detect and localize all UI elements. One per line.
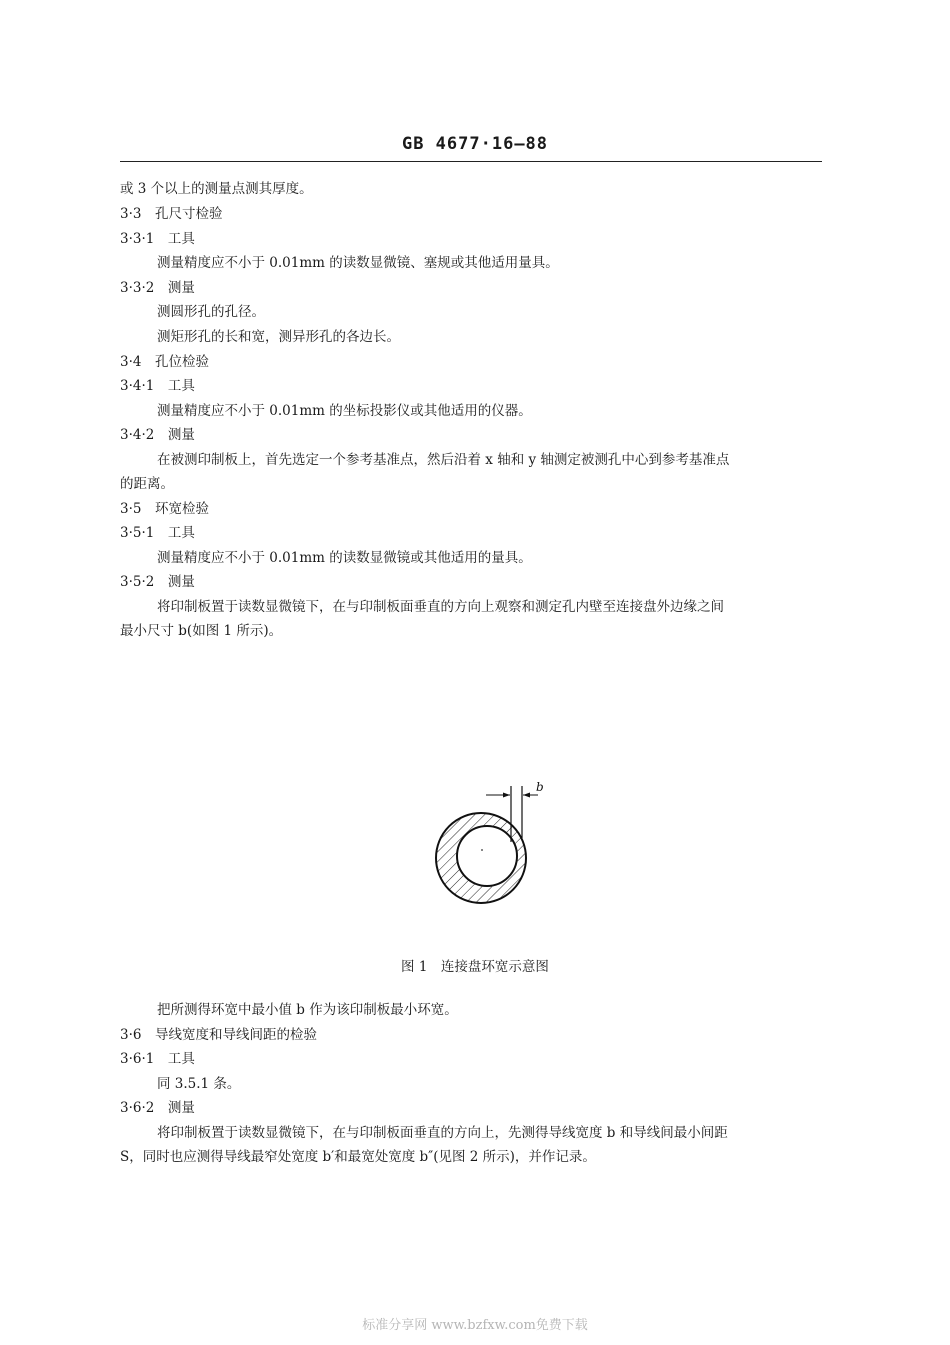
text-line: 测圆形孔的孔径。 <box>157 304 265 320</box>
section-heading: 3·6 导线宽度和导线间距的检验 <box>120 1027 317 1043</box>
text-line: 同 3.5.1 条。 <box>157 1076 241 1092</box>
text-line: 测量精度应不小于 0.01mm 的坐标投影仪或其他适用的仪器。 <box>157 403 532 419</box>
text-line: 将印制板置于读数显微镜下，在与印制板面垂直的方向上，先测得导线宽度 b 和导线间最小间距 <box>157 1125 728 1141</box>
figure-caption: 图 1 连接盘环宽示意图 <box>401 959 549 975</box>
standard-code-header: GB 4677·16—88 <box>401 134 549 154</box>
annular-ring-figure <box>420 780 560 924</box>
text-line: 把所测得环宽中最小值 b 作为该印制板最小环宽。 <box>157 1002 458 1018</box>
text-line: S，同时也应测得导线最窄处宽度 b′和最宽处宽度 b″(见图 2 所示)，并作记录。 <box>120 1149 596 1165</box>
section-heading: 3·4·1 工具 <box>120 378 195 394</box>
annular-ring-diagram <box>420 780 560 920</box>
section-heading: 3·4 孔位检验 <box>120 354 209 370</box>
text-line: 在被测印制板上，首先选定一个参考基准点，然后沿着 x 轴和 y 轴测定被测孔中心到参考基准点 <box>157 452 730 468</box>
text-line: 最小尺寸 b(如图 1 所示)。 <box>120 623 283 639</box>
section-heading: 3·6·1 工具 <box>120 1051 195 1067</box>
text-line: 测量精度应不小于 0.01mm 的读数显微镜、塞规或其他适用量具。 <box>157 255 559 271</box>
section-heading: 3·3·2 测量 <box>120 280 195 296</box>
ring-hatching <box>420 780 560 920</box>
text-line: 的距离。 <box>120 476 174 492</box>
section-heading: 3·5·1 工具 <box>120 525 195 541</box>
text-line: 测量精度应不小于 0.01mm 的读数显微镜或其他适用的量具。 <box>157 550 532 566</box>
section-heading: 3·6·2 测量 <box>120 1100 195 1116</box>
watermark: 标准分享网 www.bzfxw.com免费下载 <box>362 1318 588 1333</box>
text-line: 测矩形孔的长和宽，测异形孔的各边长。 <box>157 329 400 345</box>
text-line: 将印制板置于读数显微镜下，在与印制板面垂直的方向上观察和测定孔内壁至连接盘外边缘之间 <box>157 599 724 615</box>
section-heading: 3·3·1 工具 <box>120 231 195 247</box>
dimension-label: b <box>536 780 544 794</box>
section-heading: 3·4·2 测量 <box>120 427 195 443</box>
text-line: 或 3 个以上的测量点测其厚度。 <box>120 181 313 197</box>
section-heading: 3·3 孔尺寸检验 <box>120 206 223 222</box>
header-rule <box>120 161 822 162</box>
section-heading: 3·5·2 测量 <box>120 574 195 590</box>
section-heading: 3·5 环宽检验 <box>120 501 209 517</box>
